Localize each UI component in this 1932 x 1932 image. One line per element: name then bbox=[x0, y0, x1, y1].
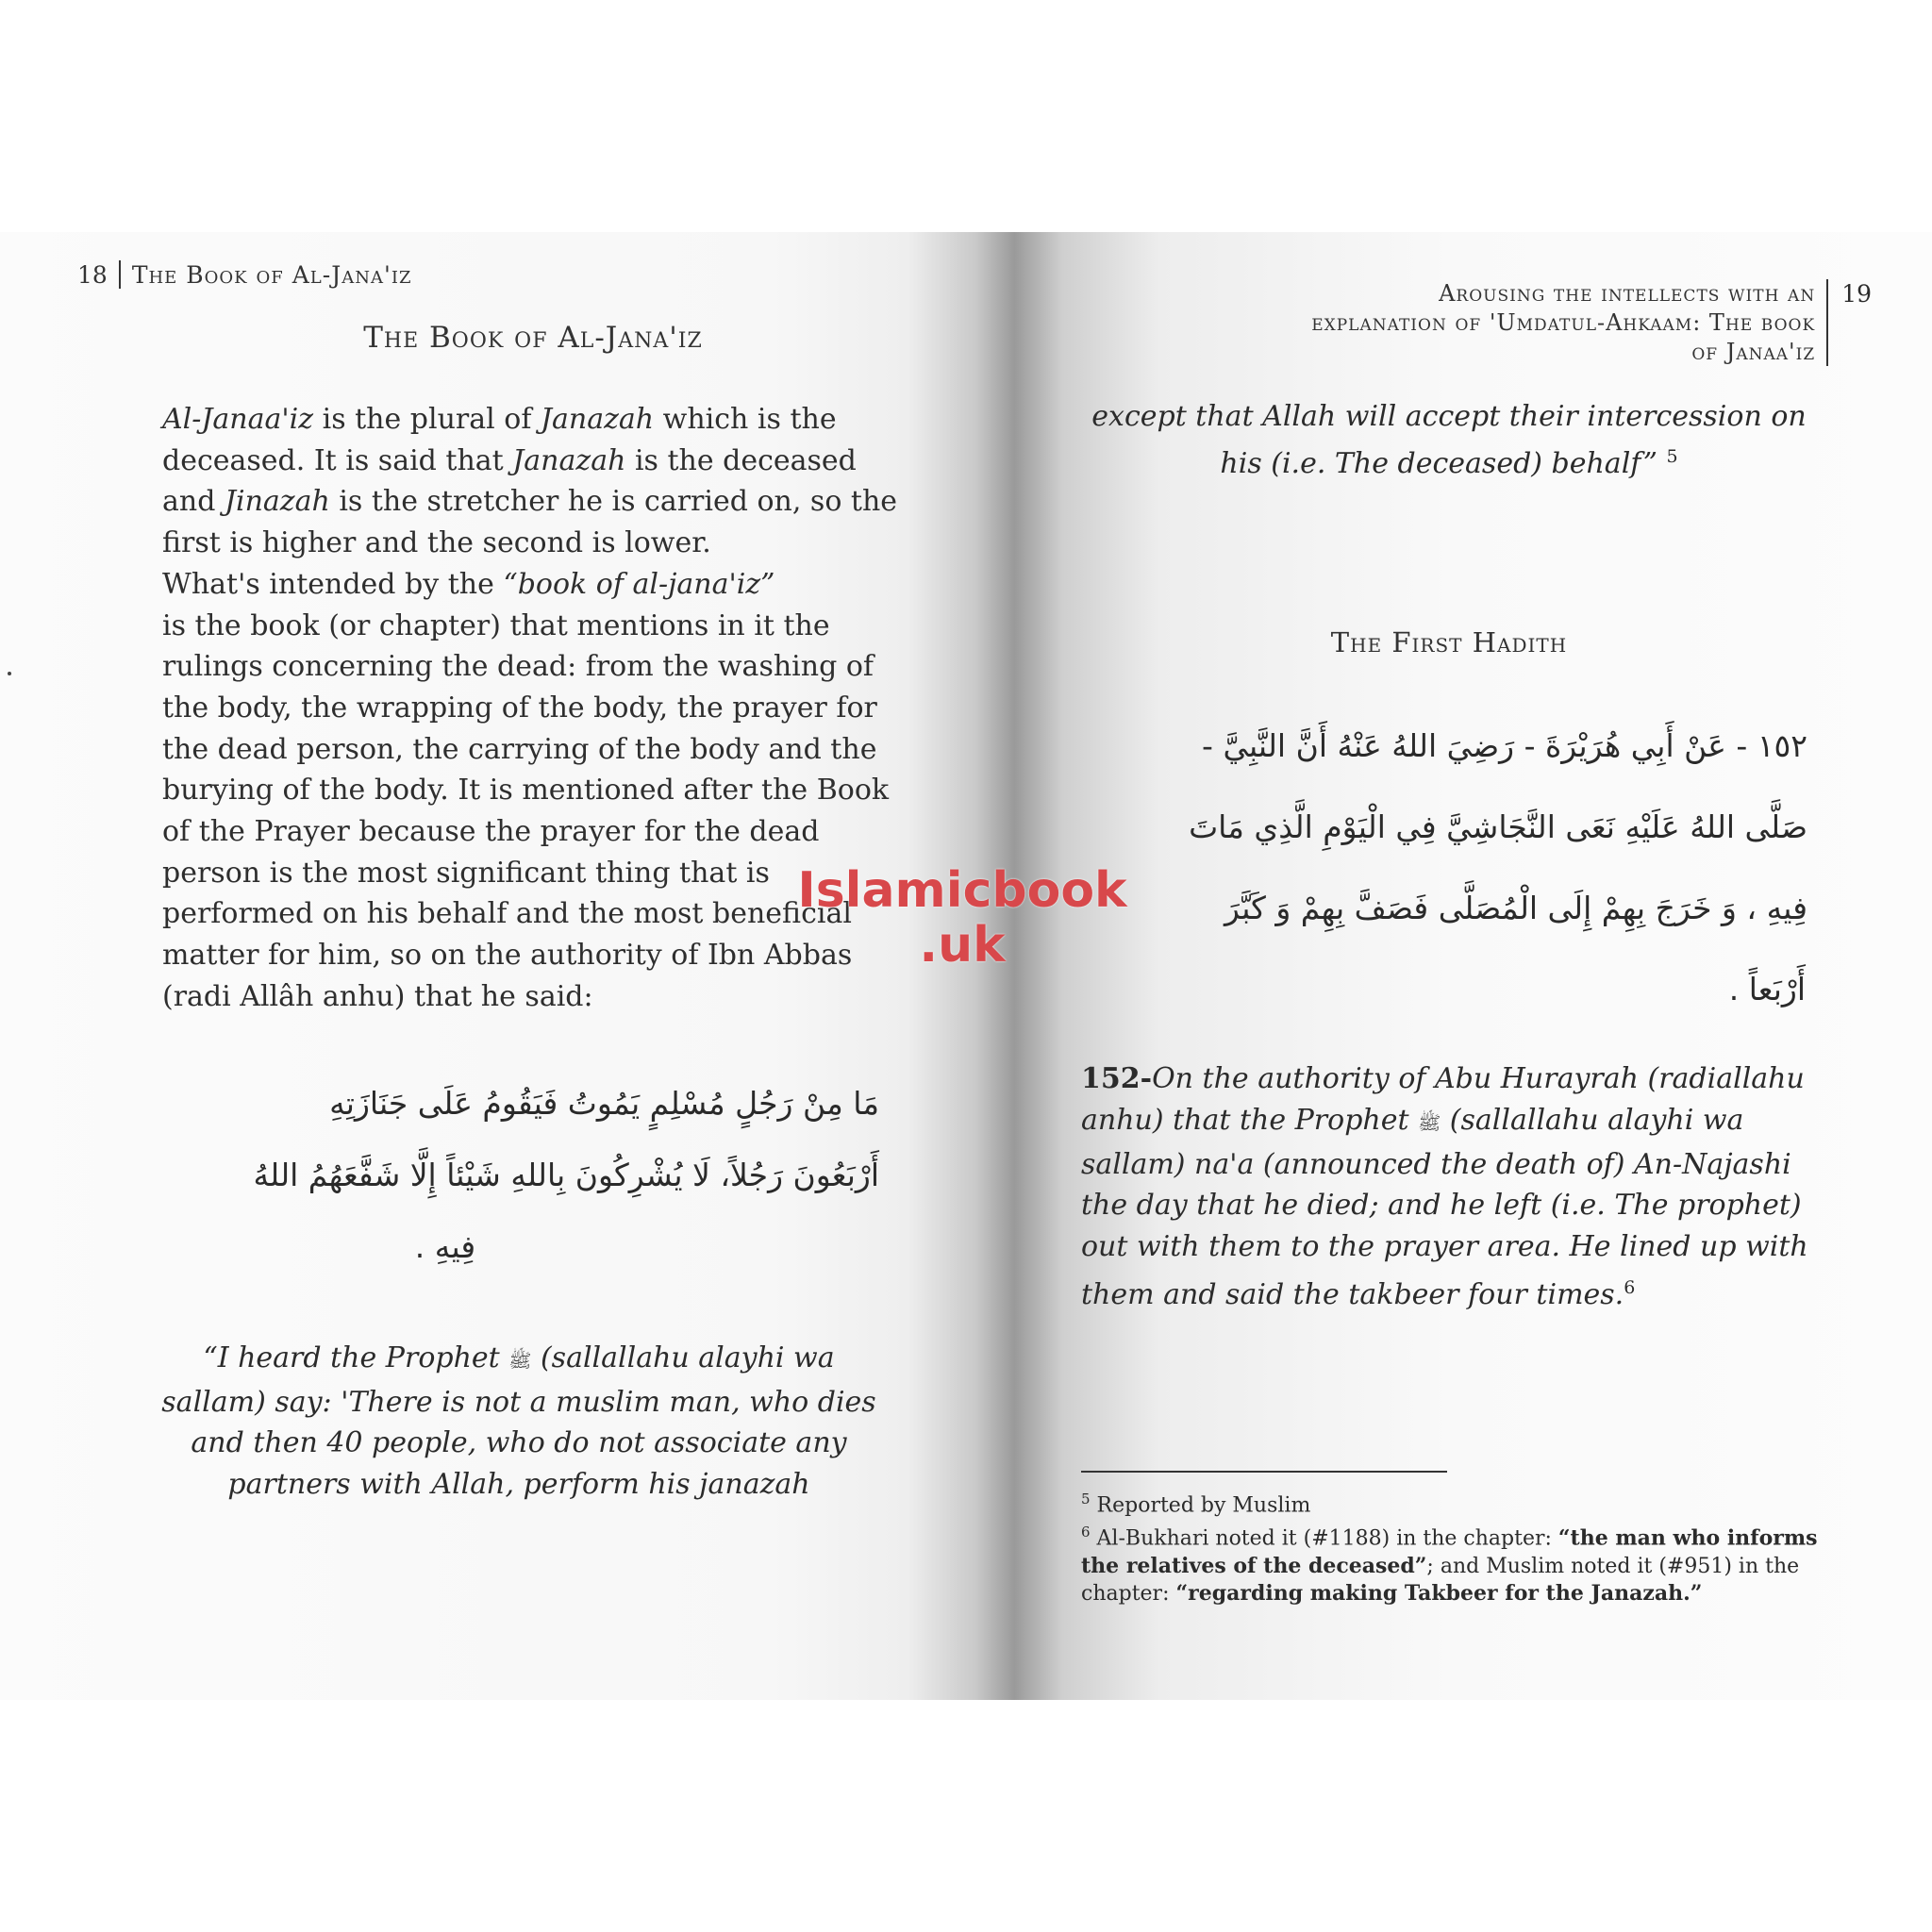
left-page-number: 18 bbox=[77, 260, 108, 289]
running-head-line: Arousing the intellects with an bbox=[1439, 280, 1816, 307]
header-divider bbox=[1826, 279, 1828, 366]
text-run: which is the deceased. It is said that bbox=[162, 403, 837, 477]
quote-text: (sallallahu alayhi wa sallam) say: 'There is not a muslim man, who dies and then 40 people, who do not associate any partners with Allah, perform his janazah bbox=[161, 1341, 876, 1501]
text-run: is the plural of bbox=[313, 403, 541, 436]
right-page-number: 19 bbox=[1841, 280, 1872, 308]
intro-para-2 bbox=[162, 564, 908, 606]
footnote-ref: 5 bbox=[1666, 446, 1678, 467]
arabic-hadith-152 bbox=[1081, 706, 1807, 1030]
quote-text: except that Allah will accept their intercession on his (i.e. The deceased) behalf” bbox=[1091, 400, 1807, 480]
hadith-title: The First Hadith bbox=[1330, 626, 1568, 658]
scan-speck bbox=[8, 672, 11, 675]
salawat-glyph: ﷺ bbox=[508, 1349, 532, 1372]
text-run: What's intended by the bbox=[162, 567, 504, 601]
translation-text: (sallallahu alayhi wa sallam) na'a (announced the death of) An-Najashi the day that he died; and he left (i.e. The prophet) out with them to the prayer area. He lined up with them and said the takbeer four times. bbox=[1081, 1103, 1808, 1311]
arabic-line: صَلَّى اللهُ عَلَيْهِ نَعَى النَّجَاشِيَّ فِي الْيَوْمِ الَّذِي مَاتَ bbox=[1189, 808, 1807, 845]
arabic-hadith-ibn-abbas bbox=[162, 1068, 879, 1283]
footnote-text: ; and Muslim noted it (#951) in the chapter: bbox=[1081, 1554, 1800, 1606]
chapter-title: The Book of Al-Jana'iz bbox=[363, 321, 703, 355]
watermark-line: .uk bbox=[919, 917, 1006, 974]
footnote-ref: 6 bbox=[1624, 1276, 1636, 1298]
text-run: is the stretcher he is carried on, so the first is higher and the second is lower. bbox=[162, 485, 898, 560]
term-jinazah: Jinazah bbox=[224, 485, 330, 519]
hadith-translation bbox=[1081, 1058, 1826, 1316]
arabic-line: أَرْبَعاً . bbox=[1728, 971, 1806, 1008]
term-janazah: Janazah bbox=[540, 403, 655, 436]
quote-continuation bbox=[1081, 396, 1817, 484]
text-run: is the deceased and bbox=[162, 443, 857, 519]
hadith-number: 152- bbox=[1081, 1062, 1153, 1095]
intro-para-1 bbox=[162, 399, 908, 564]
footnote-text: Reported by Muslim bbox=[1090, 1493, 1311, 1518]
right-running-head bbox=[1311, 279, 1815, 367]
right-running-header bbox=[1311, 279, 1872, 367]
footnote-chapter-name: “the man who informs the relatives of the deceased” bbox=[1081, 1525, 1818, 1578]
arabic-line: فِيهِ ، وَ خَرَجَ بِهِمْ إِلَى الْمُصَلَّى فَصَفَّ بِهِمْ وَ كَبَّرَ bbox=[1224, 890, 1807, 926]
arabic-line: أَرْبَعُونَ رَجُلاً، لَا يُشْرِكُونَ بِاللهِ شَيْئاً إِلَّا شَفَّعَهُمُ اللهُ bbox=[253, 1157, 879, 1193]
watermark-logo bbox=[774, 863, 1151, 973]
arabic-line: مَا مِنْ رَجُلٍ مُسْلِمٍ يَمُوتُ فَيَقُومُ عَلَى جَنَازَتِهِ bbox=[329, 1085, 879, 1122]
arabic-line: ١٥٢ - عَنْ أَبِي هُرَيْرَةَ - رَضِيَ اللهُ عَنْهُ أَنَّ النَّبِيَّ - bbox=[1202, 727, 1807, 764]
footnote-chapter-name: “regarding making Takbeer for the Janazah.” bbox=[1175, 1580, 1703, 1606]
term-al-janaaiz: Al-Janaa'iz bbox=[162, 403, 314, 436]
footnote-5 bbox=[1081, 1486, 1836, 1519]
text-run: is the book (or chapter) that mentions in it the rulings concerning the dead: from the washing of the body, the wrapping of the body, the prayer for the dead person, the carrying of the body and the burying of the body. It is mentioned after the Book of the Prayer because the prayer for the dead person is the most significant thing that is performed on his behalf and the most beneficial matter for him, so on the authority of Ibn Abbas (radi Allâh anhu) that he said: bbox=[162, 608, 890, 1013]
salawat-glyph: ﷺ bbox=[1418, 1110, 1441, 1134]
footnote-text: Al-Bukhari noted it (#1188) in the chapter: bbox=[1090, 1526, 1558, 1551]
english-quote bbox=[160, 1338, 877, 1505]
footnote-number: 6 bbox=[1081, 1524, 1091, 1541]
watermark-line: Islamicbook bbox=[797, 862, 1127, 919]
term-janazah: Janazah bbox=[512, 443, 626, 477]
header-divider bbox=[119, 260, 121, 289]
left-running-header bbox=[77, 260, 411, 289]
left-running-head: The Book of Al-Jana'iz bbox=[131, 260, 412, 289]
footnote-number: 5 bbox=[1081, 1491, 1091, 1507]
arabic-line: فِيهِ . bbox=[414, 1228, 476, 1265]
translation-text: On the authority of Abu Hurayrah (radiallahu anhu) that the Prophet bbox=[1081, 1062, 1805, 1137]
quote-text: “I heard the Prophet bbox=[203, 1341, 509, 1374]
running-head-line: of Janaa'iz bbox=[1691, 339, 1816, 365]
running-head-line: explanation of 'Umdatul-Ahkaam: The book bbox=[1311, 309, 1816, 336]
term-book-of-al-janaiz: “book of al-jana'iz” bbox=[503, 567, 775, 601]
footnote-rule bbox=[1081, 1471, 1447, 1473]
footnotes bbox=[1081, 1486, 1836, 1607]
footnote-6 bbox=[1081, 1519, 1836, 1607]
